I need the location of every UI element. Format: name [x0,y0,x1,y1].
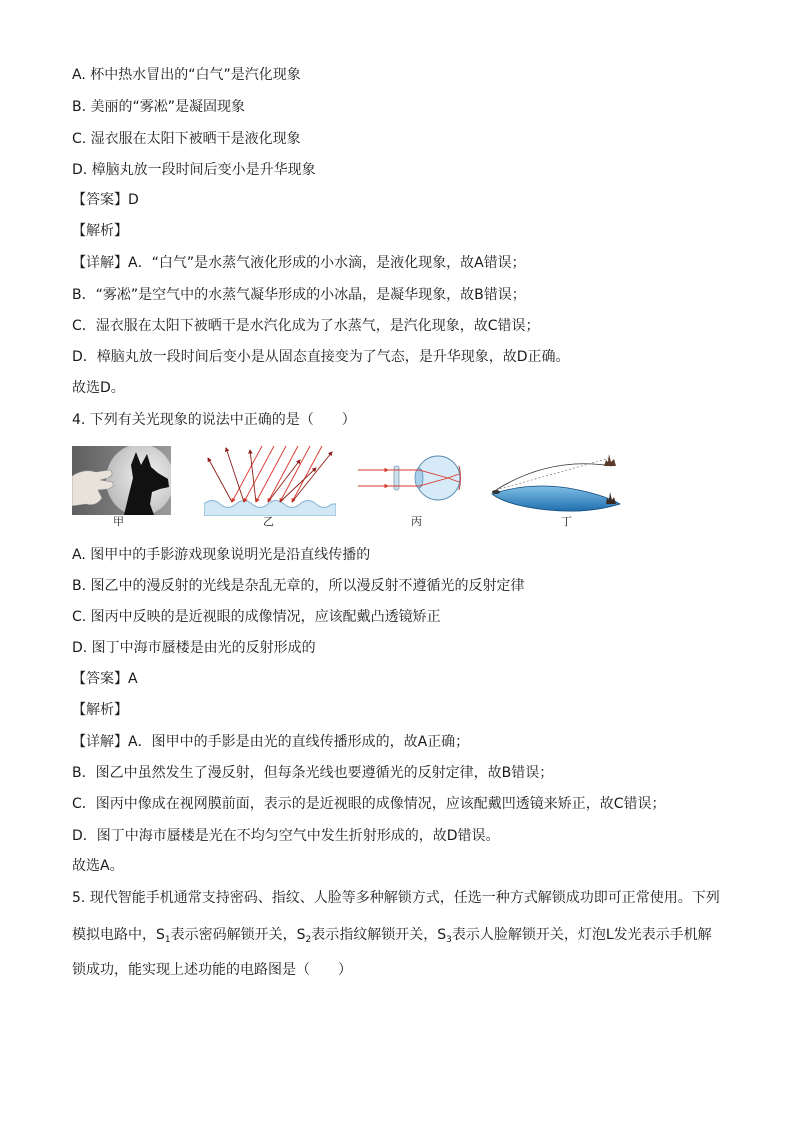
reflected-ray [292,452,332,502]
q4-option-a: A. 图甲中的手影游戏现象说明光是沿直线传播的 [72,547,371,563]
incident-rays [232,446,322,502]
diffuse-reflection-diagram [204,444,336,516]
q5-text-segment: 表示指纹解锁开关，S [311,927,447,943]
figure-label-bing: 丙 [411,515,422,528]
q4-option-b: B. 图乙中的漫反射的光线是杂乱无章的，所以漫反射不遵循光的反射定律 [72,578,525,594]
q4-answer: 【答案】A [72,671,138,687]
figure-label-ding: 丁 [561,515,572,528]
q4-option-d: D. 图丁中海市蜃楼是由光的反射形成的 [72,640,316,656]
switch-s2-subscript: 2 [305,935,312,944]
q4-explanation-line: D．图丁中海市蜃楼是光在不均匀空气中发生折射形成的，故D错误。 [72,828,500,844]
figure-bing-eye [358,452,462,504]
q5-stem-line-3: 锁成功，能实现上述功能的电路图是（ ） [72,962,352,978]
line-of-sight [496,458,610,490]
q3-answer: 【答案】D [72,192,139,208]
rough-surface [204,501,336,517]
figure-jia-hand-shadow [72,446,171,515]
figure-yi-diffuse-reflection [204,444,336,516]
incident-ray [244,446,274,502]
reflected-ray [208,458,232,502]
incident-ray [232,446,262,502]
q5-text-segment: 模拟电路中，S [72,927,165,943]
q4-explanation-line: 【详解】A．图甲中的手影是由光的直线传播形成的，故A正确； [72,734,470,750]
q4-option-c: C. 图丙中反映的是近视眼的成像情况，应该配戴凸透镜矫正 [72,609,441,625]
eye-imaging-diagram [358,452,462,504]
incident-ray [280,446,310,502]
q4-explanation-line: C．图丙中像成在视网膜前面，表示的是近视眼的成像情况，应该配戴凹透镜来矫正，故C错误； [72,796,666,812]
figure-label-jia: 甲 [113,515,124,528]
q5-stem-line-2 [72,926,712,944]
q3-analysis-label: 【解析】 [72,223,128,239]
switch-s3-subscript: 3 [446,935,452,944]
q3-option-b: B. 美丽的“雾凇”是凝固现象 [72,99,246,115]
q3-option-d: D. 樟脑丸放一段时间后变小是升华现象 [72,162,316,178]
q3-option-c: C. 湿衣服在太阳下被晒干是液化现象 [72,131,301,147]
reflected-ray [280,468,316,502]
q3-explanation-line: 【详解】A．“白气”是水蒸气液化形成的小水滴，是液化现象，故A错误； [72,255,526,271]
mirage-diagram [488,452,624,514]
q3-explanation-line: D．樟脑丸放一段时间后变小是从固态直接变为了气态，是升华现象，故D正确。 [72,349,570,365]
mirage-image-icon [604,454,616,466]
incident-ray [268,446,298,502]
incident-ray [292,446,322,502]
q5-text-segment: 表示密码解锁开关，S [170,927,306,943]
q3-explanation-line: C．湿衣服在太阳下被晒干是水汽化成为了水蒸气，是汽化现象，故C错误； [72,318,540,334]
observer-rock [492,490,500,494]
incident-ray [256,446,286,502]
q4-stem: 4. 下列有关光现象的说法中正确的是（ ） [72,412,356,428]
figure-ding-mirage [488,452,624,514]
hand-shadow-image [72,446,171,515]
q3-option-a: A. 杯中热水冒出的“白气”是汽化现象 [72,67,301,83]
q3-conclusion: 故选D。 [72,380,125,396]
q4-explanation-line: B．图乙中虽然发生了漫反射，但每条光线也要遵循光的反射定律，故B错误； [72,765,554,781]
reflected-ray [226,448,244,502]
q4-analysis-label: 【解析】 [72,702,128,718]
q5-stem-line-1: 5. 现代智能手机通常支持密码、指纹、人脸等多种解锁方式，任选一种方式解锁成功即可正常使用。下列 [72,890,720,906]
q3-explanation-line: B．“雾凇”是空气中的水蒸气凝华形成的小冰晶，是凝华现象，故B错误； [72,287,526,303]
q4-conclusion: 故选A。 [72,858,124,874]
q5-text-segment: 表示人脸解锁开关，灯泡L发光表示手机解 [451,927,712,943]
switch-s1-subscript: 1 [164,935,171,944]
figure-label-yi: 乙 [263,515,274,528]
reflected-ray [250,450,256,502]
sea-surface [492,486,620,511]
